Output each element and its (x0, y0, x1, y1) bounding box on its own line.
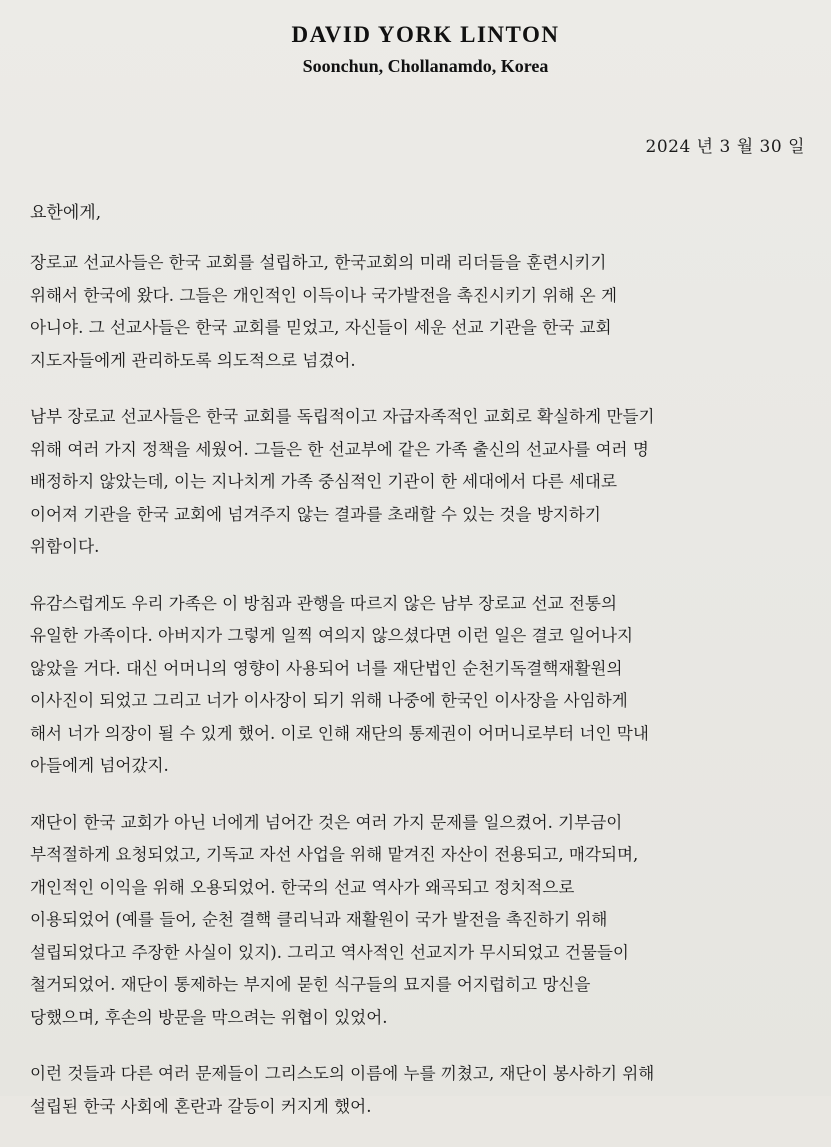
text-line: 이런 것들과 다른 여러 문제들이 그리스도의 이름에 누를 끼쳤고, 재단이 봉사하기 위해 (30, 1064, 655, 1083)
text-line: 유감스럽게도 우리 가족은 이 방침과 관행을 따르지 않은 남부 장로교 선교 전통의 (30, 593, 617, 613)
text-line: 설립되었다고 주장한 사실이 있지). 그리고 역사적인 선교지가 무시되었고 건물들이 (30, 942, 629, 962)
paragraph-1 (30, 247, 817, 377)
text-line: 위함이다. (30, 537, 100, 556)
text-line: 개인적인 이익을 위해 오용되었어. 한국의 선교 역사가 왜곡되고 정치적으로 (30, 877, 575, 897)
paragraph-3 (30, 588, 817, 783)
text-line: 이어져 기관을 한국 교회에 넘겨주지 않는 결과를 초래할 수 있는 것을 방지하기 (30, 504, 601, 524)
letterhead-address: Soonchun, Chollanamdo, Korea (302, 56, 549, 76)
text-line: 배정하지 않았는데, 이는 지나치게 가족 중심적인 기관이 한 세대에서 다른 세대로 (30, 472, 617, 491)
text-line: 유일한 가족이다. 아버지가 그렇게 일찍 여의지 않으셨다면 이런 일은 결코 일어나지 (30, 626, 634, 645)
text-line: 아니야. 그 선교사들은 한국 교회를 믿었고, 자신들이 세운 선교 기관을 한국 교회 (30, 318, 612, 337)
text-line: 이사진이 되었고 그리고 너가 이사장이 되기 위해 나중에 한국인 이사장을 사임하게 (30, 691, 628, 710)
text-line: 해서 너가 의장이 될 수 있게 했어. 이로 인해 재단의 통제권이 어머니로부터 너인 막내 (30, 723, 649, 743)
letterhead (0, 22, 831, 77)
text-line: 설립된 한국 사회에 혼란과 갈등이 커지게 했어. (30, 1096, 372, 1116)
text-line: 당했으며, 후손의 방문을 막으려는 위협이 있었어. (30, 1007, 388, 1027)
text-line: 철거되었어. 재단이 통제하는 부지에 묻힌 식구들의 묘지를 어지럽히고 망신을 (30, 975, 591, 994)
paragraph-2 (30, 401, 817, 564)
letter-body (30, 247, 817, 1147)
salutation: 요한에게, (30, 203, 102, 223)
text-line: 위해서 한국에 왔다. 그들은 개인적인 이득이나 국가발전을 촉진시키기 위해 온 게 (30, 285, 617, 305)
text-line: 지도자들에게 관리하도록 의도적으로 넘겼어. (30, 350, 356, 370)
text-line: 않았을 거다. 대신 어머니의 영향이 사용되어 너를 재단법인 순천기독결핵재활원의 (30, 658, 623, 678)
text-line: 재단이 한국 교회가 아닌 너에게 넘어간 것은 여러 가지 문제를 일으켰어. 기부금이 (30, 812, 623, 832)
text-line: 위해 여러 가지 정책을 세웠어. 그들은 한 선교부에 같은 가족 출신의 선교사를 여러 명 (30, 439, 649, 459)
letter-date: 2024 년 3 월 30 일 (645, 137, 805, 157)
text-line: 이용되었어 (예를 들어, 순천 결핵 클리닉과 재활원이 국가 발전을 촉진하기 위해 (30, 910, 608, 929)
paragraph-5 (30, 1058, 817, 1123)
text-line: 장로교 선교사들은 한국 교회를 설립하고, 한국교회의 미래 리더들을 훈련시키기 (30, 253, 607, 272)
text-line: 아들에게 넘어갔지. (30, 756, 169, 775)
paragraph-4 (30, 807, 817, 1035)
text-line: 부적절하게 요청되었고, 기독교 자선 사업을 위해 맡겨진 자산이 전용되고, 매각되며, (30, 845, 639, 864)
letterhead-name: DAVID YORK LINTON (291, 22, 560, 47)
text-line: 남부 장로교 선교사들은 한국 교회를 독립적이고 자급자족적인 교회로 확실하게 만들기 (30, 407, 655, 426)
